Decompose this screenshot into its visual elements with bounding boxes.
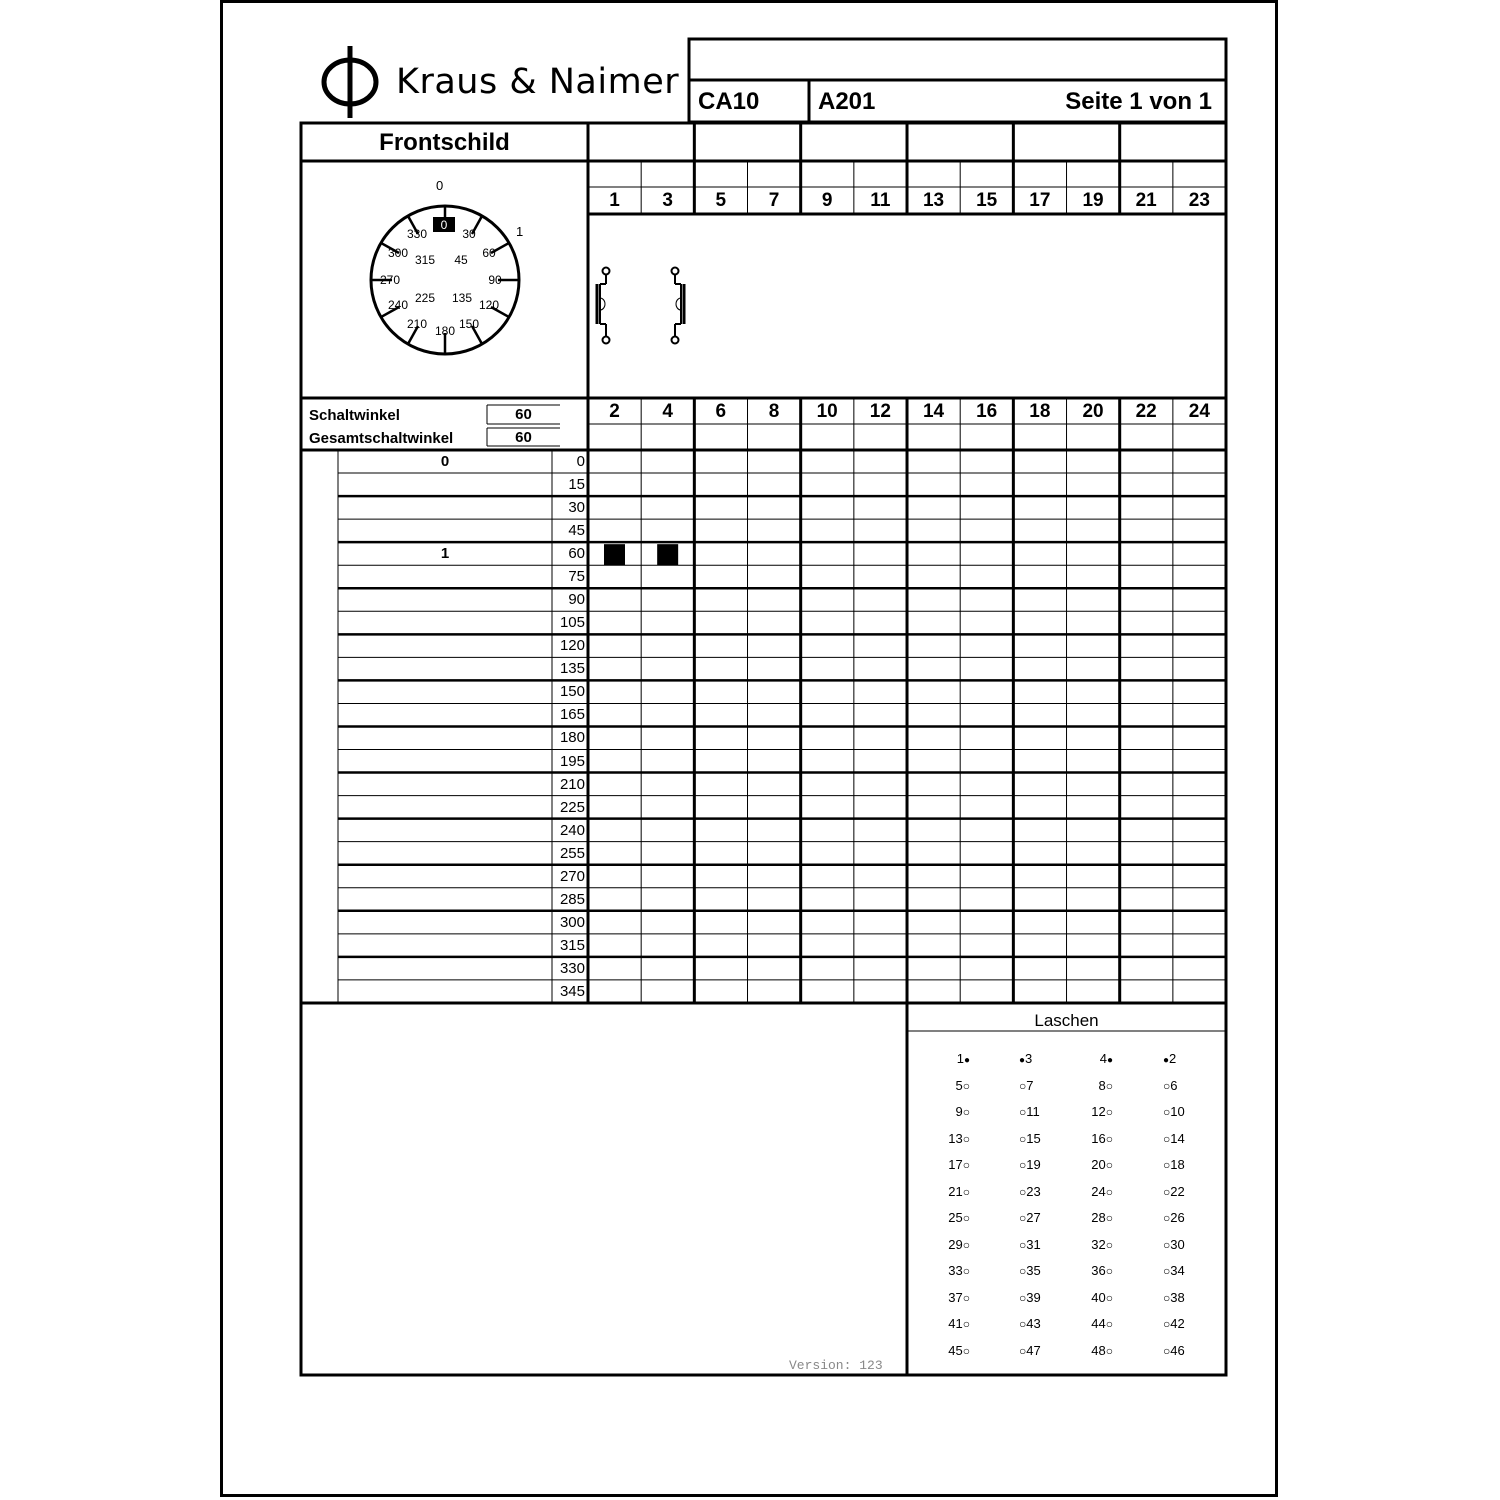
angle-label: 90	[568, 591, 585, 609]
lasche-item: 28○	[1091, 1210, 1113, 1225]
hollow-dot-icon: ○	[1105, 1317, 1113, 1331]
lasche-item: ○47	[1019, 1342, 1041, 1358]
hollow-dot-icon: ○	[1105, 1131, 1113, 1146]
hollow-dot-icon: ○	[1019, 1290, 1027, 1305]
hollow-dot-icon: ○	[1163, 1264, 1171, 1278]
terminal-12: 12	[869, 401, 891, 422]
contact-closed-mark	[657, 544, 678, 565]
hollow-dot-icon: ○	[1019, 1237, 1027, 1252]
filled-dot-icon: ●	[963, 1055, 970, 1066]
dial-angle-label: 210	[406, 317, 428, 331]
hollow-dot-icon: ○	[1105, 1184, 1113, 1199]
hollow-dot-icon: ○	[1105, 1211, 1113, 1225]
hollow-dot-icon: ○	[1019, 1317, 1027, 1331]
filled-dot-icon: ●	[1106, 1055, 1113, 1066]
lasche-item: ○43	[1019, 1316, 1041, 1331]
lasche-item: ○11	[1019, 1104, 1040, 1119]
lasche-item: 20○	[1091, 1157, 1113, 1172]
hollow-dot-icon: ○	[1019, 1131, 1027, 1146]
angle-label: 120	[559, 637, 585, 655]
dial-angle-label: 0	[440, 218, 448, 232]
terminal-9: 9	[821, 190, 833, 211]
lasche-item: 5○	[955, 1077, 970, 1093]
contact-closed-mark	[604, 544, 625, 565]
terminal-13: 13	[922, 190, 945, 211]
dial-angle-label: 330	[406, 227, 428, 241]
hollow-dot-icon: ○	[962, 1131, 970, 1146]
filled-dot-icon: ●	[1163, 1055, 1170, 1066]
terminal-21: 21	[1135, 190, 1157, 211]
switch-position-label: 1	[440, 545, 450, 563]
series-code: CA10	[698, 88, 760, 115]
angle-label: 0	[576, 453, 585, 470]
hollow-dot-icon: ○	[962, 1158, 970, 1172]
dial-angle-label: 45	[454, 253, 468, 267]
terminal-15: 15	[976, 190, 998, 211]
angle-label: 240	[559, 821, 585, 839]
lasche-item: 29○	[948, 1236, 970, 1252]
angle-label: 315	[559, 936, 585, 954]
dial-angle-label: 60	[482, 246, 496, 260]
lasche-item: 17○	[948, 1157, 970, 1172]
version-text: Version: 123	[789, 1358, 883, 1373]
hollow-dot-icon: ○	[962, 1105, 970, 1119]
total-switching-angle-label: Gesamtschaltwinkel	[309, 430, 454, 447]
lasche-item: ○23	[1019, 1183, 1041, 1199]
dial-angle-label: 150	[458, 317, 480, 331]
angle-label: 285	[559, 890, 585, 908]
hollow-dot-icon: ○	[1163, 1158, 1171, 1172]
dial-angle-label: 300	[387, 246, 409, 260]
lasche-item: ○30	[1163, 1236, 1185, 1252]
hollow-dot-icon: ○	[1163, 1290, 1171, 1305]
angle-label: 150	[559, 683, 585, 701]
lasche-item: ○26	[1163, 1210, 1185, 1225]
lasche-item: 25○	[948, 1210, 970, 1225]
lasche-item: 4●	[1099, 1051, 1113, 1066]
brand-name: Kraus & Naimer	[396, 62, 680, 102]
lasche-item: 45○	[948, 1342, 970, 1358]
angle-label: 255	[559, 844, 585, 862]
hollow-dot-icon: ○	[1105, 1290, 1113, 1305]
lasche-item: 36○	[1091, 1263, 1113, 1278]
hollow-dot-icon: ○	[1105, 1078, 1113, 1093]
terminal-19: 19	[1082, 190, 1104, 211]
lasche-item: 41○	[948, 1316, 970, 1331]
hollow-dot-icon: ○	[962, 1184, 970, 1199]
lasche-item: ○27	[1019, 1210, 1041, 1225]
lasche-item: ●2	[1163, 1051, 1177, 1066]
dial-diagram	[360, 175, 540, 360]
terminal-14: 14	[922, 401, 945, 422]
dial-angle-label: 90	[488, 273, 502, 287]
lasche-item: ○39	[1019, 1289, 1041, 1305]
dial-angle-label: 135	[451, 291, 473, 305]
terminal-22: 22	[1135, 401, 1157, 422]
lasche-item: ○38	[1163, 1289, 1185, 1305]
lasche-item: ○18	[1163, 1157, 1185, 1172]
lasche-item: 1●	[956, 1051, 970, 1066]
hollow-dot-icon: ○	[1019, 1264, 1027, 1278]
program-code: A201	[818, 88, 876, 115]
lasche-item: ○10	[1163, 1104, 1185, 1119]
switch-position-label: 0	[440, 453, 450, 470]
terminal-18: 18	[1029, 401, 1051, 422]
dial-position-0-label: 0	[436, 178, 444, 193]
hollow-dot-icon: ○	[1105, 1105, 1113, 1119]
hollow-dot-icon: ○	[1019, 1211, 1027, 1225]
lasche-item: 44○	[1091, 1316, 1113, 1331]
lasche-item: ○19	[1019, 1157, 1041, 1172]
angle-label: 270	[559, 867, 585, 885]
hollow-dot-icon: ○	[1105, 1158, 1113, 1172]
hollow-dot-icon: ○	[962, 1343, 970, 1358]
angle-label: 210	[559, 775, 585, 793]
lasche-item: 12○	[1091, 1104, 1113, 1119]
lasche-item: 37○	[948, 1289, 970, 1305]
hollow-dot-icon: ○	[1163, 1211, 1171, 1225]
hollow-dot-icon: ○	[962, 1264, 970, 1278]
angle-label: 300	[559, 913, 585, 931]
lasche-item: 16○	[1091, 1130, 1113, 1146]
hollow-dot-icon: ○	[1163, 1105, 1171, 1119]
dial-angle-label: 30	[462, 227, 476, 241]
lasche-item: 32○	[1091, 1236, 1113, 1252]
hollow-dot-icon: ○	[962, 1078, 970, 1093]
terminal-10: 10	[816, 401, 838, 422]
terminal-5: 5	[715, 190, 727, 211]
dial-angle-label: 315	[414, 253, 436, 267]
lasche-item: ●3	[1019, 1051, 1033, 1066]
lasche-item: ○34	[1163, 1263, 1185, 1278]
terminal-6: 6	[715, 401, 727, 422]
terminal-17: 17	[1029, 190, 1051, 211]
angle-label: 30	[568, 499, 585, 517]
front-plate-title: Frontschild	[379, 129, 510, 156]
switching-angle-label: Schaltwinkel	[309, 407, 400, 424]
hollow-dot-icon: ○	[1105, 1343, 1113, 1358]
angle-label: 195	[559, 752, 585, 770]
terminal-3: 3	[662, 190, 673, 211]
lasche-item: 13○	[948, 1130, 970, 1146]
terminal-4: 4	[662, 401, 673, 422]
hollow-dot-icon: ○	[1163, 1184, 1171, 1199]
lasche-item: ○14	[1163, 1130, 1185, 1146]
lasche-item: ○7	[1019, 1077, 1034, 1093]
lasche-item: 9○	[955, 1104, 970, 1119]
filled-dot-icon: ●	[1019, 1055, 1026, 1066]
dial-angle-label: 240	[387, 298, 409, 312]
lasche-item: ○35	[1019, 1263, 1041, 1278]
lasche-item: ○22	[1163, 1183, 1185, 1199]
dial-angle-label: 270	[379, 273, 401, 287]
switching-angle-value: 60	[515, 406, 532, 423]
hollow-dot-icon: ○	[1019, 1184, 1027, 1199]
angle-label: 165	[559, 706, 585, 724]
terminal-7: 7	[768, 190, 780, 211]
lasche-item: 8○	[1098, 1077, 1113, 1093]
angle-label: 45	[568, 522, 585, 540]
contact-symbols	[588, 214, 698, 398]
hollow-dot-icon: ○	[1163, 1078, 1171, 1093]
terminal-20: 20	[1082, 401, 1104, 422]
hollow-dot-icon: ○	[1163, 1317, 1171, 1331]
angle-label: 105	[559, 614, 585, 632]
lasche-item: ○15	[1019, 1130, 1041, 1146]
lasche-item: 21○	[948, 1183, 970, 1199]
terminal-11: 11	[870, 190, 891, 211]
lasche-item: ○31	[1019, 1236, 1041, 1252]
lasche-item: 40○	[1091, 1289, 1113, 1305]
angle-label: 135	[559, 660, 585, 678]
hollow-dot-icon: ○	[1019, 1105, 1027, 1119]
hollow-dot-icon: ○	[1105, 1237, 1113, 1252]
terminal-24: 24	[1188, 401, 1210, 422]
angle-label: 15	[568, 476, 585, 494]
angle-label: 345	[559, 982, 585, 1000]
dial-angle-label: 120	[478, 298, 500, 312]
terminal-2: 2	[609, 401, 620, 422]
terminal-8: 8	[768, 401, 780, 422]
hollow-dot-icon: ○	[1019, 1158, 1027, 1172]
hollow-dot-icon: ○	[962, 1290, 970, 1305]
angle-label: 180	[559, 729, 585, 747]
hollow-dot-icon: ○	[1163, 1237, 1171, 1252]
angle-label: 225	[559, 798, 585, 816]
dial-angle-label: 180	[434, 324, 456, 338]
angle-label: 330	[559, 959, 585, 977]
hollow-dot-icon: ○	[962, 1237, 970, 1252]
laschen-title: Laschen	[1034, 1011, 1099, 1030]
total-switching-angle-value: 60	[515, 429, 532, 446]
terminal-1: 1	[609, 190, 620, 211]
hollow-dot-icon: ○	[962, 1317, 970, 1331]
hollow-dot-icon: ○	[1163, 1343, 1171, 1358]
lasche-item: ○46	[1163, 1342, 1185, 1358]
dial-angle-label: 225	[414, 291, 436, 305]
lasche-item: 33○	[948, 1263, 970, 1278]
lasche-item: ○42	[1163, 1316, 1185, 1331]
hollow-dot-icon: ○	[962, 1211, 970, 1225]
hollow-dot-icon: ○	[1019, 1343, 1027, 1358]
hollow-dot-icon: ○	[1163, 1131, 1171, 1146]
lasche-item: 48○	[1091, 1342, 1113, 1358]
lasche-item: 24○	[1091, 1183, 1113, 1199]
page-indicator: Seite 1 von 1	[1065, 88, 1212, 115]
terminal-16: 16	[976, 401, 998, 422]
terminal-23: 23	[1188, 190, 1210, 211]
lasche-item: ○6	[1163, 1077, 1178, 1093]
hollow-dot-icon: ○	[1019, 1078, 1027, 1093]
angle-label: 75	[568, 568, 585, 586]
hollow-dot-icon: ○	[1105, 1264, 1113, 1278]
dial-position-1-label: 1	[516, 224, 524, 239]
angle-label: 60	[568, 545, 585, 563]
